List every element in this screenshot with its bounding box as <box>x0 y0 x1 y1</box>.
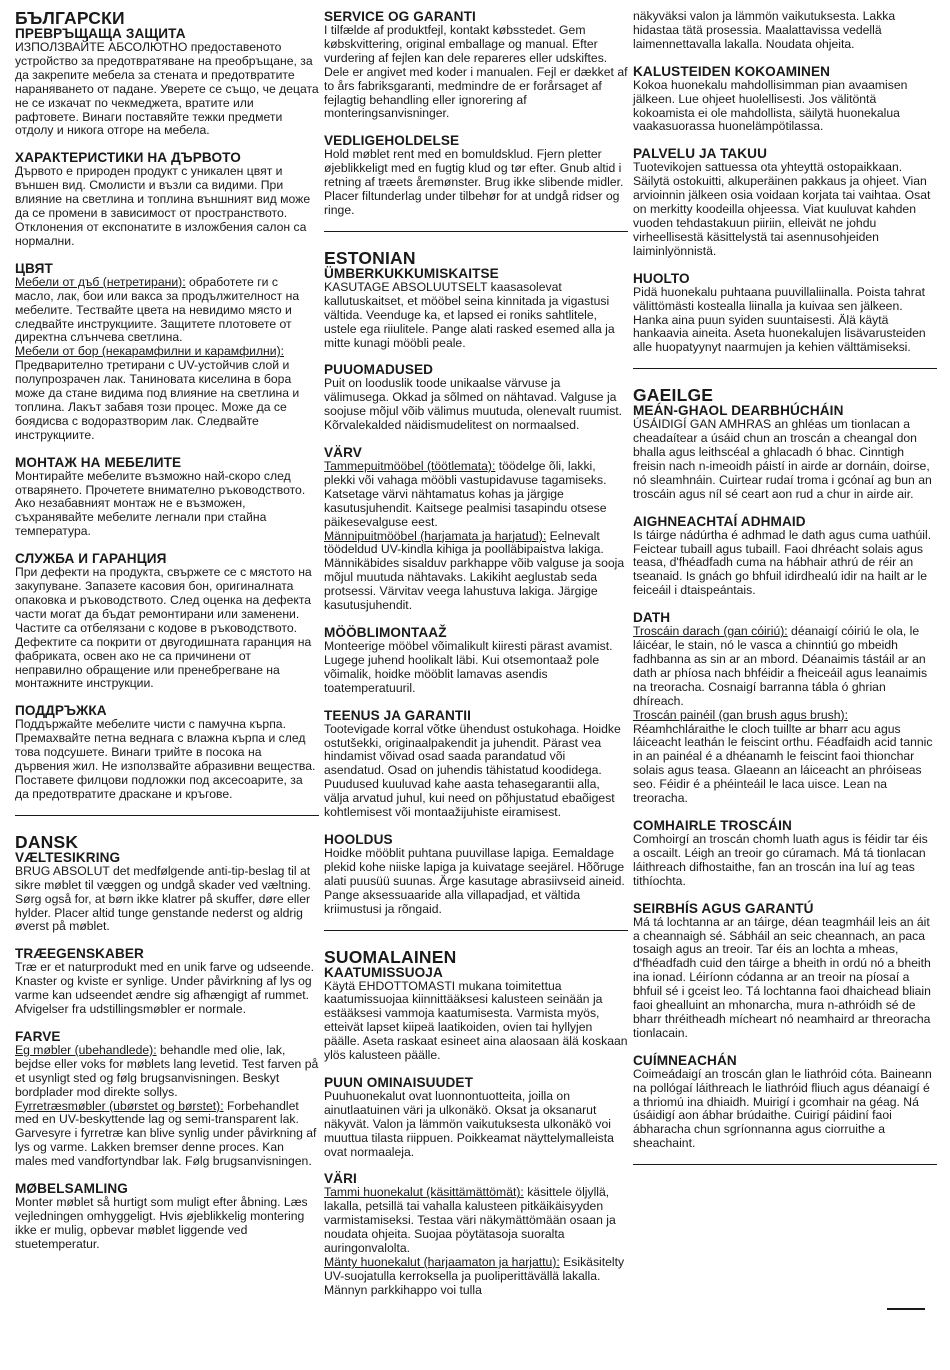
section-heading: VÄRI <box>324 1171 357 1187</box>
section-body: Pidä huonekalu puhtaana puuvillaliinalla. Poista tahrat välittömästi kostealla liinalla ja kuivaa sen jälkeen. Hanka aina puun syiden suuntaisesti. Älä käytä hankaavia aineita. Aseta huonekalujen lisävarusteiden alle huopatyynyt naarmujen ja kehien välttämiseksi. <box>633 284 926 355</box>
page-end-mark <box>887 1308 925 1310</box>
section-tip-over-protection <box>15 27 319 138</box>
section-maintenance <box>324 134 628 218</box>
section-body <box>15 276 319 346</box>
section-heading: AIGHNEACHTAÍ ADHMAID <box>633 513 806 529</box>
section-heading: MEÁN-GHAOL DEARBHÚCHÁIN <box>633 403 844 419</box>
section-body: Træ er et naturprodukt med en unik farve og udseende. Knaster og kviste er synlige. Under påvirkning af lys og varme kan udseendet ændre sig afhængigt af rummet. Afvigelser fra udstillingsmøbler er normale. <box>15 960 314 1017</box>
section-assembly <box>15 1182 319 1252</box>
oak-text: обработете ги с масло, лак, бои или вакса за продължителност на мебелите. Тествайте цвета на невидимо място и следвайте инструкциите. Защитете плотовете от директна слънчева светлина. <box>15 274 300 345</box>
section-heading: DATH <box>633 610 671 626</box>
section-heading: TEENUS JA GARANTII <box>324 707 472 723</box>
section-tip-over-protection <box>324 267 628 351</box>
section-tip-over-protection <box>324 966 628 1063</box>
column-1 <box>15 10 319 1265</box>
section-service-warranty <box>633 147 937 258</box>
section-body: KASUTAGE ABSOLUUTSELT kaasasolevat kallutuskaitset, et mööbel seina kinnitada ja vigastusi vältida. Veenduge ka, et lapsed ei roniks sahtlitele, ustele ega riiulitele. Pange alati rasked esemed alla ja mitte kunagi mööbli peale. <box>324 279 615 350</box>
language-block-irish <box>633 387 937 1151</box>
pine-text: Réamhchláraithe le cloch tuillte ar bharr acu agus láiceacht leathán le feiscint orthu. Féadfaidh acid tannic in an painéal é a dhéanamh le feiscint faoi thionchar solais agus teasa. Glaeann an láiceacht an phróiseas seo. Féidir é a phéinteáil le laca uisce. Lean na treoracha. <box>633 721 933 806</box>
section-heading: VEDLIGEHOLDELSE <box>324 133 460 149</box>
section-body: Puuhuonekalut ovat luonnontuotteita, joilla on ainutlaatuinen väri ja ulkonäkö. Oksat ja oksanarut näkyvät. Valon ja lämmön vaikutuksesta ulkonäkö voi muuttua tilasta riippuen. Poikkeamat näyttelymalleista ovat normaaleja. <box>324 1088 614 1159</box>
section-wood-properties <box>633 515 937 599</box>
language-title: ESTONIAN <box>324 247 416 268</box>
section-body: ÚSÁIDIGÍ GAN AMHRAS an ghléas um tionlacan a cheadaítear a úsáid chun an troscán a cheangal don bhalla agus leithscéal a ghlacadh ó bhac. Cinntigh freisin nach n-imeoidh páistí in airde ar dornáin, doirse, nó sleamhnáin. Cuirtear rudaí troma i gcónaí ag bun an troscáin agus níl sé ceart aon rud a chur in airde air. <box>633 417 932 501</box>
section-color <box>633 611 937 806</box>
section-body: Поддържайте мебелите чисти с памучна кърпа. Премахвайте петна веднага с влажна кърпа и след това подсушете. Винаги трийте в посока на дървения жил. Не използвайте абразивни вещества. Поставете филцови подложки под аксесоарите, за да предотвратите драскане и кръгове. <box>15 717 316 801</box>
section-color <box>324 446 628 613</box>
section-body: ИЗПОЛЗВАЙТЕ АБСОЛЮТНО предоставеното устройство за предотвратяване на преобръщане, за да закрепите мебела за стената и предотвратите нараняването от падане. Уверете се също, че децата не се изкачат по чекмеджета, вратите или рафтовете. Винаги поставяйте тежки предмети отдолу и никога отгоре на мебела. <box>15 40 319 138</box>
section-body: Монтирайте мебелите възможно най-скоро след отварянето. Прочетете внимателно ръководството. Ако незабавният монтаж не е възможен, съхранявайте мебелите легнали при стайна температура. <box>15 468 306 539</box>
pine-subheading: Troscán painéil (gan brush agus brush): <box>633 707 848 722</box>
section-heading: MÖÖBLIMONTAAŽ <box>324 625 447 640</box>
section-wood-properties <box>324 1076 628 1160</box>
section-maintenance <box>633 272 937 356</box>
section-color-continued <box>633 10 937 52</box>
pine-subheading: Mänty huonekalut (harjaamaton ja harjattu): <box>324 1255 560 1269</box>
section-body <box>15 1100 319 1170</box>
section-heading: ПОДДРЪЖКА <box>15 703 107 719</box>
section-wood-properties <box>15 947 319 1017</box>
section-body: Má tá lochtanna ar an táirge, déan teagmháil leis an áit a cheannaigh sé. Sábháil an seic cheannach, an paca tosaigh agus an treoir. Tar éis an lochta a mheas, d'fhéadfadh cuid den táirge a bheith in ordú nó a bheith ina ionad. Léiríonn códanna ar an treoir na píosaí a bhfuil sé i gceist leo. Tá lochtanna faoi dhaichead bliain faoi ghealluint an mhonarcha, mura n-athróidh sé de bharr thréithеadh mícheart nó neamhaird ar threoracha tionlacain. <box>633 914 931 1040</box>
divider <box>633 1164 937 1165</box>
section-tip-over-protection <box>633 404 937 501</box>
oak-text: käsittele öljyllä, lakalla, petsillä tai vahalla kalusteen pitkäikäisyyden varmistamiseksi. Testaa väri näkymättömään osaan ja noudata ohjeita. Suojaa pöytätasoja suoralta auringonvalolta. <box>324 1185 616 1256</box>
section-body: Tuotevikojen sattuessa ota yhteyttä ostopaikkaan. Säilytä ostokuitti, alkuperäinen pakkaus ja ohjeet. Vian arvioinnin jälkeen osia voidaan korjata tai vaihtaa. Osat on merkitty koodeilla ohjeessa. Viat kuuluvat kahden vuoden tehdastakuun piiriin, elleivät ne johdu virheellisestä käsittelystä tai asennusohjeiden laiminlyönnistä. <box>633 160 931 258</box>
section-body: Puit on looduslik toode unikaalse värvuse ja välimusega. Okkad ja sõlmed on nähtavad. Valguse ja soojuse mõjul võib välimus muutuda, olenevalt ruumist. Kõrvalekalded näidismudelitest on normaalsed. <box>324 376 623 433</box>
section-body: Дървото е природен продукт с уникален цвят и външен вид. Смолисти и възли са видими. При влияние на светлина и топлина външният вид може да се промени в зависимост от пространството. Отклонения от експонатите в изложбения салон са нормални. <box>15 164 311 248</box>
section-heading: CUÍMNEACHÁN <box>633 1052 737 1068</box>
section-heading: PALVELU JA TAKUU <box>633 146 768 162</box>
divider <box>15 815 319 816</box>
divider <box>633 368 937 369</box>
section-assembly <box>324 626 628 696</box>
section-service-warranty <box>633 902 937 1041</box>
section-wood-properties <box>324 363 628 433</box>
language-title: GAEILGE <box>633 385 714 406</box>
section-heading: MØBELSAMLING <box>15 1181 128 1197</box>
section-heading: COMHAIRLE TROSCÁIN <box>633 817 792 833</box>
section-body: При дефекти на продукта, свържете се с мястото на закупуване. Запазете касовия бон, оригиналната опаковка и ръководството. След оценка на дефекта части могат да бъдат ремонтирани или заменени. Частите са отбелязани с кодове в ръководството. Дефектите са покрити от двугодишната гаранция на фабриката, освен ако не са причинени от неправилно обращение или пренебрегване на монтажните инструкции. <box>15 565 312 691</box>
pine-subheading: Мебели от бор (некарамфилни и карамфилни): <box>15 344 285 359</box>
section-body: Coimeádaigí an troscán glan le liathróid cóta. Baineann na pollógaí láithreach le liathróid fliuch agus déanaigí é a thriomú ina dhiaidh. Muirigí i gcomhair na géag. Ná úsáidigí aon ábhar brúdaithe. Cuirigí páidiní faoi ábharacha chun sgríonnanna agus ciorruithe a sheachaint. <box>633 1066 932 1151</box>
section-wood-properties <box>15 151 319 248</box>
pine-text: Eelnevalt töödeldud UV-kindla kihiga ja poolläbipaistva lakiga. Männikäbides sisalduv parkhappe võib valguse ja sooja mõjul muutuda nähtavaks. Lakikiht aeglustab seda protsessi. Värvitav veega lahustuva lakiga. Järgige kasutusjuhendit. <box>324 528 625 613</box>
section-heading: ХАРАКТЕРИСТИКИ НА ДЪРВОТО <box>15 150 241 166</box>
section-color <box>324 1172 628 1297</box>
section-assembly <box>633 819 937 889</box>
language-block-bulgarian <box>15 10 319 802</box>
pine-subheading: Fyrretræsmøbler (ubørstet og børstet): <box>15 1098 224 1113</box>
oak-subheading: Eg møbler (ubehandlede): <box>15 1042 157 1057</box>
section-color <box>15 1030 319 1169</box>
oak-subheading: Troscáin darach (gan cóiriú): <box>633 624 788 639</box>
section-heading: VÆLTESIKRING <box>15 849 121 865</box>
oak-text: déanaigí cóiriú le ola, le láicéar, le stain, nó le vasca a chinntiú go mbeidh fadhbanna as sin ar an mbord. Déanaimis tástáil ar an dath ar phíosa nach bhféidir a fheiceáil agus leanaimis na treoracha. Cosnaigí barranna tábla ó ghrian dhíreach. <box>633 624 928 708</box>
section-assembly <box>633 65 937 135</box>
section-maintenance <box>324 833 628 917</box>
section-heading: SERVICE OG GARANTI <box>324 9 476 24</box>
section-heading: МОНТАЖ НА МЕБЕЛИТЕ <box>15 454 182 470</box>
section-heading: ЦВЯТ <box>15 260 53 276</box>
section-body: Käytä EHDOTTOMASTI mukana toimitettua kaatumissuojaa kiinnittääksesi kalusteen seinään ja estääksesi vammoja kaatumisesta. Varmista myös, etteivät lapset kiipeä laatikoiden, ovien tai hyllyjen päälle. Aseta raskaat esineet aina alaosaan älä koskaan ylös kalusteen päälle. <box>324 978 628 1063</box>
section-heading: FARVE <box>15 1028 61 1044</box>
language-title: БЪЛГАРСКИ <box>15 8 125 28</box>
divider <box>324 930 628 931</box>
language-block-estonian <box>324 247 628 917</box>
section-heading: PUUOMADUSED <box>324 362 434 378</box>
language-title: DANSK <box>15 831 79 852</box>
section-body: Hold møblet rent med en bomuldsklud. Fjern pletter øjeblikkeligt med en fugtig klud og tør efter. Gnub altid i retning af træets åremønster. Brug ikke slibende midler. Placer filtunderlag under tilbehør for at undgå ridser og ringe. <box>324 147 624 217</box>
section-maintenance <box>15 704 319 801</box>
column-3 <box>633 10 937 1183</box>
section-heading: HUOLTO <box>633 270 690 286</box>
section-body: Comhoirgí an troscán chomh luath agus is féidir tar éis a oscailt. Léigh an treoir go cúramach. Má tá tionlacan láithreach difhostaithe, fan an troscán ina luí ag teas tithíochta. <box>633 831 928 888</box>
pine-text: Forbehandlet med en UV-beskyttende lag og semi-transparent lak. Garvesyre i fyrretræ kan blive synlig under påvirkning af lys og varme. Lakken bremser denne proces. Kan males med vandfortyndbar lak. Følg brugsanvisningen. <box>15 1098 317 1169</box>
section-heading: ПРЕВРЪЩАЩА ЗАЩИТА <box>15 26 186 41</box>
section-service-warranty <box>324 10 628 121</box>
section-body: Tootevigade korral võtke ühendust ostukohaga. Hoidke ostutšekki, originaalpakendit ja juhendit. Pärast vea hindamist võivad osad saada parandatud või asendatud. Osad on juhendis tähistatud koodidega. Puudused kuuluvad kahe aasta tehasegarantii alla, välja arvatud juhul, kui need on põhjustatud ebaõigest kohtlemisest või montaažijuhiste eiramisest. <box>324 721 621 820</box>
section-service-warranty <box>324 709 628 820</box>
section-service-warranty <box>15 552 319 691</box>
section-heading: KAATUMISSUOJA <box>324 964 443 980</box>
oak-text: behandle med olie, lak, bejdse eller voks for møblets lang levetid. Test farven på et usynligt sted og følg brugsanvisningen. Beskyt bordplader mod direkte sollys. <box>15 1042 319 1099</box>
section-assembly <box>15 456 319 540</box>
pine-text: Предварително третирани с UV-устойчив слой и полупрозрачен лак. Таниновата киселина в бора може да стане видима под влияние на светлина и топлина. Лакът забавя този процес. Може да се боядисва с водоразтворим лак. Следвайте инструкциите. <box>15 358 300 442</box>
column-2 <box>324 10 628 1311</box>
section-heading: TRÆEGENSKABER <box>15 946 144 962</box>
section-tip-over-protection <box>15 851 319 935</box>
section-heading: KALUSTEIDEN KOKOAMINEN <box>633 63 831 79</box>
section-body: Monteerige mööbel võimalikult kiiresti pärast avamist. Lugege juhend hoolikalt läbi. Kui otsemontaaž pole võimalik, hoidke mööblit lamavas asendis toatemperatuuril. <box>324 639 613 695</box>
section-body: Hoidke mööblit puhtana puuvillase lapiga. Eemaldage plekid kohe niiske lapiga ja kuivatage seejärel. Hõõruge alati puusüü suunas. Ärge kasutage abrasiivseid aineid. Pange aksessuaaride alla villapadjad, et vältida kriimustusi ja rõngaid. <box>324 845 625 916</box>
section-body <box>633 625 937 708</box>
section-heading: СЛУЖБА И ГАРАНЦИЯ <box>15 551 167 567</box>
oak-subheading: Мебели от дъб (нетретирани): <box>15 274 186 289</box>
section-body: Monter møblet så hurtigt som muligt efter åbning. Læs vejledningen omhyggeligt. Hvis øjeblikkelig montering ikke er mulig, opbevar møblet liggende ved stuetemperatur. <box>15 1195 308 1251</box>
section-body: Kokoa huonekalu mahdollisimman pian avaamisen jälkeen. Lue ohjeet huolellisesti. Jos välitöntä kokoamista ei ole mahdollista, säilytä huonekalua vaakasuorassa huonelämpötilassa. <box>633 77 908 134</box>
section-body: Is táirge nádúrtha é adhmad le dath agus cuma uathúil. Feictear tubaill agus tubaill. Faoi dhréacht solais agus teasa, d'fhéadfadh cuma na hábhair athrú de réir an tseanaid. Is gnách go bhfuil idirdhealú idir na hailt ar le feiceáil i dtaispeántais. <box>633 527 932 598</box>
section-body <box>15 1044 319 1100</box>
section-heading: ÜMBERKUKKUMISKAITSE <box>324 265 499 281</box>
section-maintenance <box>633 1054 937 1151</box>
section-body: I tilfælde af produktfejl, kontakt købsstedet. Gem købskvittering, original emballage og manual. Efter vurdering af fejlen kan dele repareres eller udskiftes. Dele er angivet med koder i manualen. Fejl er dækket af to års fabriksgaranti, medmindre de er forårsaget af fejlagtig behandling eller ignorering af monteringsanvisninger. <box>324 23 628 121</box>
language-block-danish <box>15 831 319 1252</box>
oak-subheading: Tammepuitmööbel (töötlemata): <box>324 459 496 474</box>
section-body <box>324 1186 628 1256</box>
section-body: näkyväksi valon ja lämmön vaikutuksesta. Lakka hidastaa tätä prosessia. Maalattavissa vedellä laimennettavalla lakalla. Noudata ohjeita. <box>633 9 896 51</box>
section-body <box>324 530 628 613</box>
language-block-finnish-continued <box>633 10 937 355</box>
section-heading: PUUN OMINAISUUDET <box>324 1074 473 1090</box>
pine-text: Esikäsitelty UV-suojatulla kerroksella ja puoliperittävällä lakalla. Männyn parkkihappo voi tulla <box>324 1255 625 1297</box>
divider <box>324 231 628 232</box>
section-body <box>15 345 319 442</box>
section-heading: VÄRV <box>324 445 362 461</box>
section-body: BRUG ABSOLUT det medfølgende anti-tip-beslag til at sikre møblet til væggen og undgå skader ved væltning. Sørg også for, at børn ikke klatrer på skuffer, døre eller hylder. Placer altid tunge genstande nederst og aldrig øverst på møblet. <box>15 863 312 934</box>
section-heading: HOOLDUS <box>324 831 393 847</box>
language-block-finnish <box>324 946 628 1298</box>
oak-subheading: Tammi huonekalut (käsittämättömät): <box>324 1185 524 1200</box>
pine-subheading: Männipuitmööbel (harjamata ja harjatud): <box>324 528 547 543</box>
section-body <box>324 460 628 530</box>
language-title: SUOMALAINEN <box>324 946 457 967</box>
section-body <box>324 1256 628 1298</box>
language-block-danish-continued <box>324 10 628 218</box>
oak-text: töödelge õli, lakki, plekki või vahaga mööbli vastupidavuse tagamiseks. Katsetage värvi nähtamatus kohas ja järgige kasutusjuhendit. Kaitsege pealmisi tasapindu otsese päikesevalguse eest. <box>324 459 607 529</box>
section-color <box>15 262 319 443</box>
section-body <box>633 709 937 806</box>
section-heading: SEIRBHÍS AGUS GARANTÚ <box>633 900 814 916</box>
